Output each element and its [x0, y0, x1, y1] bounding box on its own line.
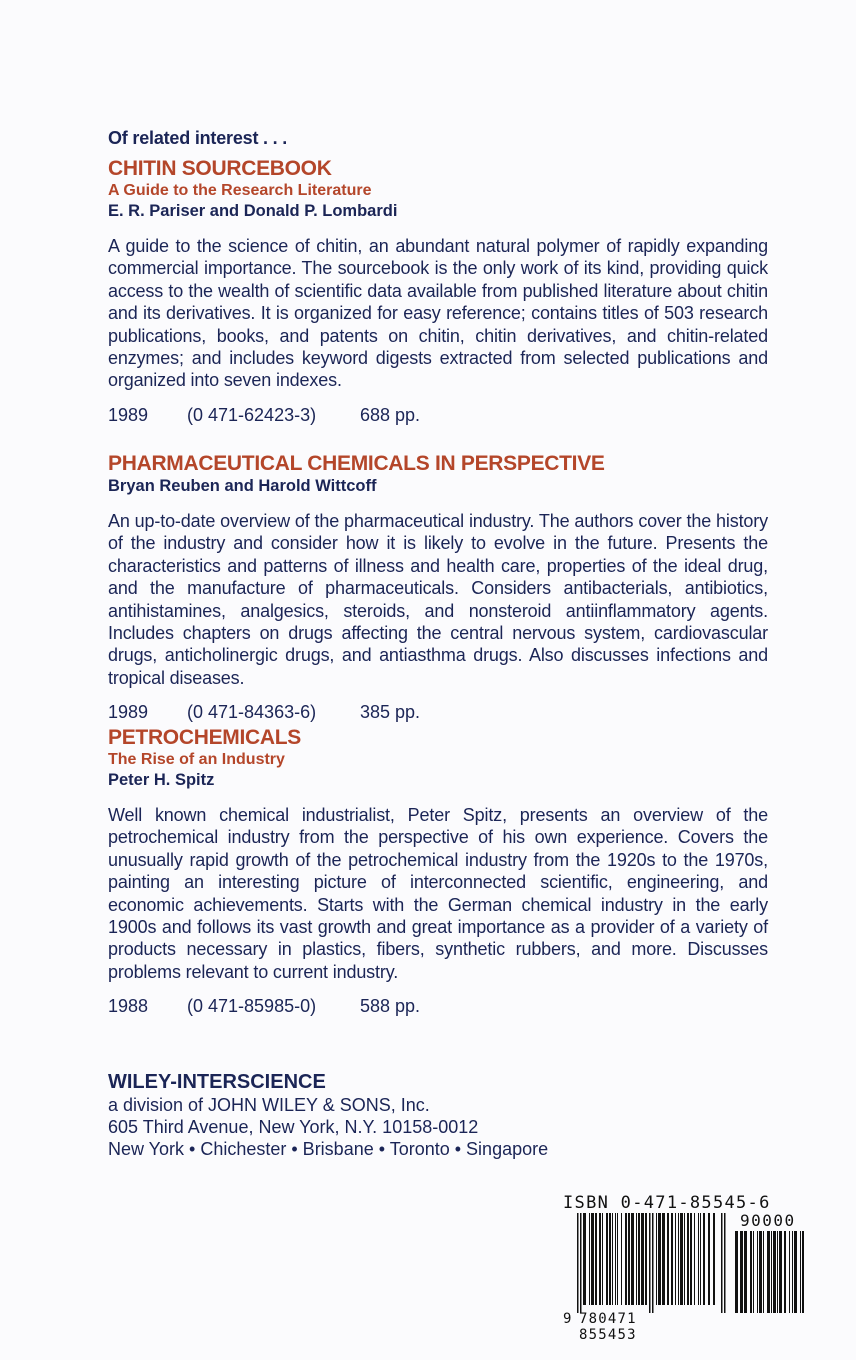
publisher-address: 605 Third Avenue, New York, N.Y. 10158-0012	[108, 1117, 479, 1137]
book-entry-petrochemicals	[108, 726, 768, 1017]
book-authors: E. R. Pariser and Donald P. Lombardi	[108, 202, 398, 220]
publisher-cities: New York • Chichester • Brisbane • Toronto • Singapore	[108, 1139, 549, 1159]
publisher-block	[108, 1070, 548, 1160]
book-isbn: (0 471-62423-3)	[187, 404, 317, 425]
book-subtitle: The Rise of an Industry	[108, 751, 285, 768]
book-meta	[108, 701, 768, 723]
book-description: Well known chemical industrialist, Peter Spitz, presents an overview of the petrochemical industry from the perspective of his own experience. Covers the unusually rapid growth of the petrochemical industry from the 1920s to the 1970s, painting an interesting picture of interconnected scientific, engineering, and economic achievements. Starts with the German chemical industry in the early 1900s and follows its vast growth and great importance as a provider of a variety of products necessary in plastics, fibers, synthetic rubbers, and more. Discusses problems relevant to current industry.	[108, 805, 768, 982]
barcode-isbn-label: ISBN 0-471-85545-6	[563, 1193, 771, 1213]
book-entry-pharmaceutical	[108, 452, 768, 723]
book-title: PHARMACEUTICAL CHEMICALS IN PERSPECTIVE	[108, 452, 605, 475]
barcode-ean-first-digit: 9	[563, 1311, 572, 1327]
book-title: CHITIN SOURCEBOOK	[108, 157, 332, 180]
book-meta	[108, 995, 768, 1017]
publisher-division: a division of JOHN WILEY & SONS, Inc.	[108, 1095, 430, 1115]
book-subtitle: A Guide to the Research Literature	[108, 182, 372, 199]
book-pages: 385 pp.	[360, 702, 421, 723]
book-description: An up-to-date overview of the pharmaceutical industry. The authors cover the history of the industry and consider how it is likely to evolve in the future. Presents the characteristics and patterns of illness and health care, properties of the ideal drug, and the manufacture of pharmaceuticals. Considers antibacterials, antibiotics, antihistamines, analgesics, steroids, and nonsteroid antiinflammatory agents. Includes chapters on drugs affecting the central nervous system, cardiovascular drugs, anticholinergic drugs, and antiasthma drugs. Also discusses infections and tropical diseases.	[108, 511, 768, 688]
book-pages: 588 pp.	[360, 996, 421, 1017]
book-title: PETROCHEMICALS	[108, 726, 301, 749]
barcode-ean-digits: 780471 855453	[579, 1311, 637, 1343]
book-entry-chitin	[108, 157, 768, 426]
publisher-name: WILEY-INTERSCIENCE	[108, 1071, 326, 1093]
book-year: 1989	[108, 404, 149, 425]
book-isbn: (0 471-85985-0)	[187, 996, 317, 1017]
book-authors: Peter H. Spitz	[108, 771, 215, 789]
book-description: A guide to the science of chitin, an abundant natural polymer of rapidly expanding commercial importance. The sourcebook is the only work of its kind, providing quick access to the wealth of scientific data available from published literature about chitin and its derivatives. It is organized for easy reference; contains titles of 503 research publications, books, and patents on chitin, chitin derivatives, and chitin-related enzymes; and includes keyword digests extracted from selected publications and organized into seven indexes.	[108, 236, 768, 391]
book-meta	[108, 404, 768, 426]
book-isbn: (0 471-84363-6)	[187, 702, 317, 723]
barcode-price-code: 90000	[740, 1211, 796, 1230]
book-year: 1989	[108, 702, 149, 723]
book-pages: 688 pp.	[360, 404, 421, 425]
barcode-block	[563, 1193, 807, 1353]
related-interest-heading: Of related interest . . .	[108, 128, 288, 148]
book-authors: Bryan Reuben and Harold Wittcoff	[108, 477, 377, 495]
book-year: 1988	[108, 996, 149, 1017]
